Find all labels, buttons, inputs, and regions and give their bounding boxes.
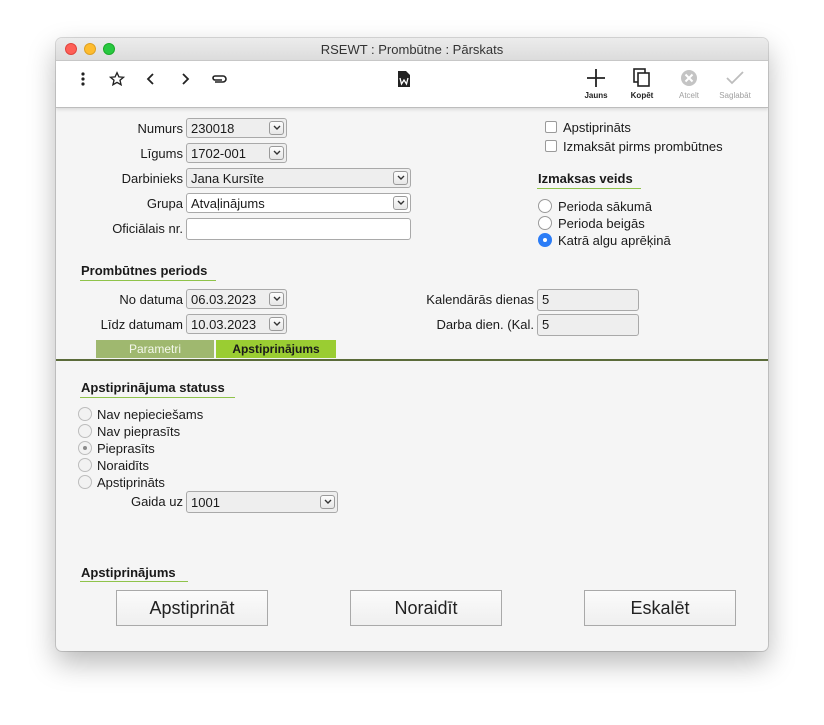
chevron-down-icon[interactable] bbox=[393, 196, 408, 210]
statuss-title: Apstiprinājuma statuss bbox=[81, 380, 225, 395]
apstiprinats-label: Apstiprināts bbox=[563, 120, 631, 135]
chevron-down-icon[interactable] bbox=[269, 317, 284, 331]
apstiprinajums-title: Apstiprinājums bbox=[81, 565, 176, 580]
statuss-option-2: Pieprasīts bbox=[97, 441, 155, 456]
oficialais-input[interactable] bbox=[186, 218, 411, 240]
save-button[interactable] bbox=[715, 67, 755, 100]
cancel-button[interactable] bbox=[669, 67, 709, 100]
gaida-uz-label: Gaida uz bbox=[130, 494, 183, 509]
izmaksas-radio-0[interactable] bbox=[538, 199, 552, 213]
statuss-radio-2[interactable] bbox=[78, 441, 92, 455]
chevron-down-icon[interactable] bbox=[269, 146, 284, 160]
darbinieks-field[interactable] bbox=[186, 168, 411, 188]
statuss-option-4: Apstiprināts bbox=[97, 475, 165, 490]
statuss-radio-3[interactable] bbox=[78, 458, 92, 472]
ligums-value: 1702-001 bbox=[191, 146, 246, 161]
more-vertical-icon[interactable] bbox=[73, 69, 93, 89]
document-icon[interactable] bbox=[394, 69, 414, 89]
tab-apstiprinajums[interactable]: Apstiprinājums bbox=[216, 340, 336, 358]
ligums-label: Līgums bbox=[140, 146, 183, 161]
no-datuma-value: 06.03.2023 bbox=[191, 292, 257, 307]
oficialais-label: Oficiālais nr. bbox=[112, 221, 183, 236]
statuss-radio-0[interactable] bbox=[78, 407, 92, 421]
title-bar bbox=[56, 38, 768, 61]
copy-button[interactable] bbox=[622, 67, 662, 100]
chevron-down-icon[interactable] bbox=[269, 292, 284, 306]
numurs-field[interactable] bbox=[186, 118, 287, 138]
izmaksas-radio-2[interactable] bbox=[538, 233, 552, 247]
statuss-radio-4[interactable] bbox=[78, 475, 92, 489]
grupa-value: Atvaļinājums bbox=[191, 196, 265, 211]
apstiprinajums-underline bbox=[80, 581, 188, 582]
statuss-underline bbox=[80, 397, 235, 398]
no-datuma-label: No datuma bbox=[119, 292, 183, 307]
periods-underline bbox=[80, 280, 216, 281]
no-datuma-field[interactable] bbox=[186, 289, 287, 309]
izmaksas-radio-1[interactable] bbox=[538, 216, 552, 230]
kalendaras-value: 5 bbox=[542, 292, 550, 307]
izmaksas-underline bbox=[537, 188, 641, 189]
tab-divider bbox=[56, 359, 768, 361]
numurs-value: 230018 bbox=[191, 121, 235, 136]
copy-icon bbox=[622, 67, 662, 89]
chevron-left-icon[interactable] bbox=[141, 69, 161, 89]
cancel-button-label: Atcelt bbox=[678, 91, 699, 100]
kalendaras-label: Kalendārās dienas bbox=[426, 292, 534, 307]
izmaksas-option-2: Katrā algu aprēķinā bbox=[558, 233, 671, 248]
statuss-radio-1[interactable] bbox=[78, 424, 92, 438]
periods-title: Prombūtnes periods bbox=[81, 263, 208, 278]
lidz-datumam-label: Līdz datumam bbox=[100, 317, 183, 332]
izmaksat-checkbox[interactable] bbox=[545, 140, 557, 152]
approve-button[interactable]: Apstiprināt bbox=[116, 590, 268, 626]
main-content bbox=[56, 108, 768, 651]
lidz-datumam-value: 10.03.2023 bbox=[191, 317, 257, 332]
star-icon[interactable] bbox=[107, 69, 127, 89]
statuss-option-0: Nav nepieciešams bbox=[97, 407, 204, 422]
tab-parametri[interactable]: Parametri bbox=[96, 340, 214, 358]
check-icon bbox=[715, 67, 755, 89]
grupa-field[interactable] bbox=[186, 193, 411, 213]
window-title: RSEWT : Prombūtne : Pārskats bbox=[320, 42, 504, 57]
numurs-label: Numurs bbox=[137, 121, 183, 136]
darba-field[interactable] bbox=[537, 314, 639, 336]
darba-value: 5 bbox=[542, 317, 550, 332]
new-button-label: Jauns bbox=[584, 91, 608, 100]
statuss-option-3: Noraidīts bbox=[97, 458, 150, 473]
ligums-field[interactable] bbox=[186, 143, 287, 163]
save-button-label: Saglabāt bbox=[719, 91, 751, 100]
lidz-datumam-field[interactable] bbox=[186, 314, 287, 334]
copy-button-label: Kopēt bbox=[630, 91, 654, 100]
gaida-uz-field[interactable] bbox=[186, 491, 338, 513]
new-button[interactable] bbox=[576, 67, 616, 100]
chevron-down-icon[interactable] bbox=[320, 495, 335, 509]
paperclip-icon[interactable] bbox=[209, 69, 229, 89]
izmaksat-label: Izmaksāt pirms prombūtnes bbox=[563, 139, 723, 154]
izmaksas-option-1: Perioda beigās bbox=[558, 216, 645, 231]
darbinieks-value: Jana Kursīte bbox=[191, 171, 264, 186]
izmaksas-option-0: Perioda sākumā bbox=[558, 199, 652, 214]
statuss-option-1: Nav pieprasīts bbox=[97, 424, 181, 439]
darbinieks-label: Darbinieks bbox=[121, 171, 183, 186]
app-window bbox=[56, 38, 768, 651]
gaida-uz-value: 1001 bbox=[191, 495, 220, 510]
cancel-icon bbox=[669, 67, 709, 89]
darba-label: Darba dien. (Kal. bbox=[436, 317, 534, 332]
escalate-button[interactable]: Eskalēt bbox=[584, 590, 736, 626]
plus-icon bbox=[576, 67, 616, 89]
reject-button[interactable]: Noraidīt bbox=[350, 590, 502, 626]
kalendaras-field[interactable] bbox=[537, 289, 639, 311]
grupa-label: Grupa bbox=[146, 196, 183, 211]
apstiprinats-checkbox[interactable] bbox=[545, 121, 557, 133]
chevron-right-icon[interactable] bbox=[175, 69, 195, 89]
izmaksas-title: Izmaksas veids bbox=[538, 171, 633, 186]
chevron-down-icon[interactable] bbox=[393, 171, 408, 185]
toolbar bbox=[56, 61, 768, 108]
chevron-down-icon[interactable] bbox=[269, 121, 284, 135]
